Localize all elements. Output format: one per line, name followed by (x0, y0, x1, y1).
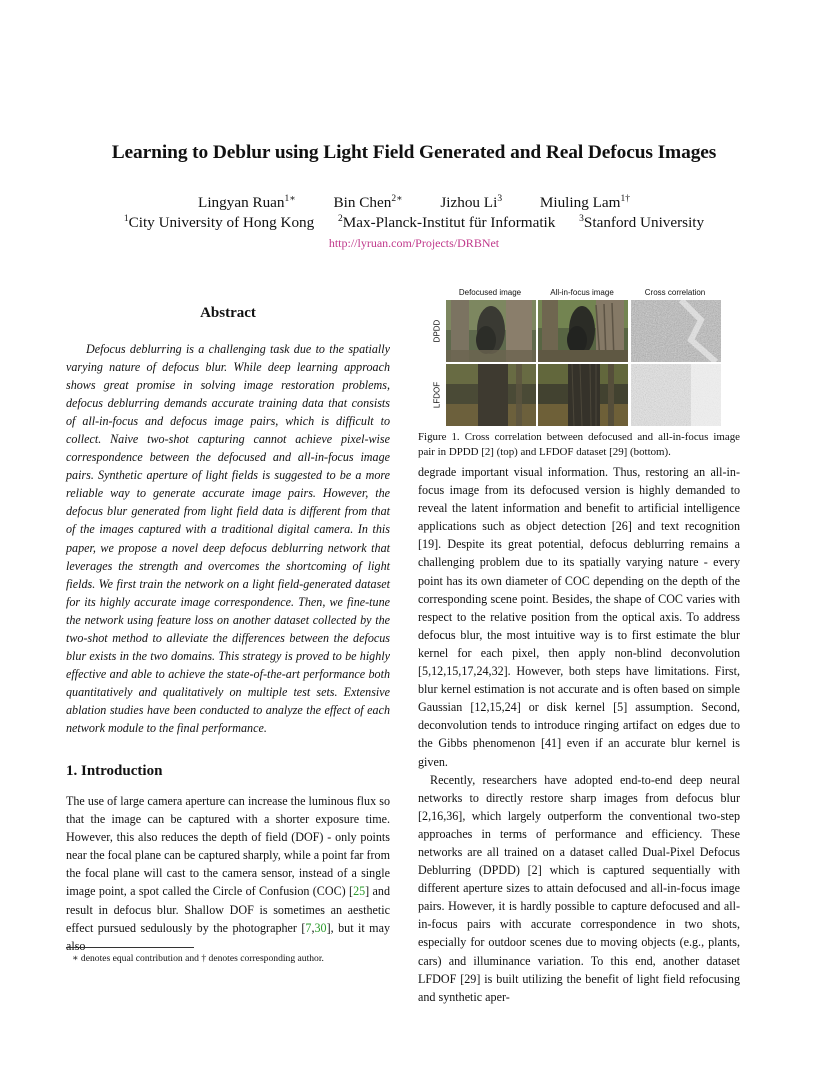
figure-caption: Figure 1. Cross correlation between defocused and all-in-focus image pair in DPDD [2] (top) and LFDOF dataset [29] (bottom). (418, 431, 740, 459)
dpdd-defocused-image (446, 300, 536, 362)
abstract-heading: Abstract (200, 305, 256, 321)
paragraph: degrade important visual information. Thus, restoring an all-in-focus image from its defocused version is highly demanded to reveal the latent information and benefit to artificial intelligence applications such as object detection [26] and text recognition [19]. Despite its great potential, defocus deblurring remains a challenging problem due to its spatially varying nature - every point has its own diameter of COC depending on the depth of the corresponding scene point. Besides, the shape of COC varies with respect to the relative position from the optical axis. To address defocus blur, the most intuitive way is to first estimate the blur kernel for each pixel, then apply non-blind deconvolution [5,12,15,17,24,32]. However, both steps have limitations. First, blur kernel estimation is not accurate and is often based on simple Gaussian [12,15,24] or disk kernel [5] assumption. Second, deconvolution tends to introduce ringing artifact on edges due to the Gibbs phenomenon [41] even if an accurate blur kernel is given. (418, 465, 740, 769)
row-label-lfdof: LFDOF (432, 381, 442, 409)
citation-link[interactable]: 25 (353, 884, 366, 899)
citation-link[interactable]: 30 (314, 920, 327, 935)
affiliation: $^3$Stanford University (579, 213, 705, 231)
author: Lingyan Ruan$^{1∗}$ (198, 193, 296, 211)
intro-paragraph: The use of large camera aperture can increase the luminous flux so that the image can be captured with a shorter exposure time. However, this also reduces the depth of field (DOF) - only points near the focal plane can be captured sharply, while a point far from the focal plane will cast to the camera sensor, instead of a single image point, a spot called the Circle of Confusion (COC) [25] and result in defocus blur. Shallow DOF is sometimes an aesthetic effect pursued sedulously by the photographer [7,30], but it may also (66, 794, 390, 953)
paragraph: Recently, researchers have adopted end-to-end deep neural networks to directly restore sharp images from defocus blur [2,16,36], which largely outperform the conventional two-step approaches in terms of performance and efficiency. These networks are all trained on a dataset called Dual-Pixel Defocus Deblurring (DPDD) [2] which is captured sequentially with different aperture sizes to attain defocused and all-in-focus image pairs. However, it is hardly possible to capture defocused and all-in-focus pairs with accurate correspondence in two shots, especially for outdoor scenes due to moving objects (e.g., plants, cars) and illuminance variation. To this end, another dataset LFDOF [29] is built utilizing the benefit of light field refocusing and synthetic aper- (418, 772, 740, 1004)
paper-title: Learning to Deblur using Light Field Generated and Real Defocus Images (111, 142, 717, 163)
abstract-text: Defocus deblurring is a challenging task due to the spatially varying nature of defocus blur. While deep learning approach shows great promise in solving image restoration problems, defocus deblurring demands accurate training data that consists of all-in-focus and defocus image pairs, which is difficult to collect. Naive two-shot capturing cannot achieve pixel-wise correspondence between the defocused and all-in-focus image pairs. Synthetic aperture of light fields is suggested to be a more reliable way to generate accurate image pairs. However, the defocus blur generated from light field data is different from that of the images captured with a traditional digital camera. In this paper, we propose a novel deep defocus deblurring network that leverages the strength and overcomes the shortcoming of light fields. We first train the network on a light field-generated dataset for its highly accurate image correspondence. Then, we fine-tune the network using feature loss on another dataset collected by the two-shot method to alleviate the differences between the defocus blur exists in the two domains. This strategy is proved to be highly effective and able to achieve the state-of-the-art performance both quantitatively and qualitatively on multiple test sets. Extensive ablation studies have been conducted to analyze the effect of each network module to the final performance. (66, 342, 390, 735)
affiliation: $^1$City University of Hong Kong (123, 213, 315, 231)
figure-1 (430, 288, 738, 428)
author: Jizhou Li$^3$ (440, 193, 503, 211)
author-list (0, 194, 828, 212)
dpdd-cross-correlation-map (631, 300, 721, 362)
column-header-all-in-focus: All-in-focus image (550, 288, 614, 297)
citation-link[interactable]: 7 (305, 920, 312, 935)
row-label-dpdd: DPDD (432, 319, 442, 343)
lfdof-cross-correlation-map (631, 364, 721, 426)
footnote: ∗ denotes equal contribution and † denotes corresponding author. (72, 953, 324, 964)
footnote-divider (66, 947, 194, 948)
author: Miuling Lam$^{1\dagger}$ (539, 193, 630, 211)
affiliation-list (0, 214, 828, 232)
lfdof-defocused-image (446, 364, 536, 426)
section-heading-introduction: 1. Introduction (66, 763, 163, 779)
dpdd-all-in-focus-image (538, 300, 628, 362)
author: Bin Chen$^{2∗}$ (333, 193, 403, 211)
column-header-defocused: Defocused image (458, 288, 522, 297)
lfdof-all-in-focus-image (538, 364, 628, 426)
project-url-link[interactable]: http://lyruan.com/Projects/DRBNet (328, 236, 500, 250)
column-header-cross-correlation: Cross correlation (644, 288, 706, 297)
affiliation: $^2$Max-Planck-Institut für Informatik (338, 213, 556, 231)
right-column-text (418, 463, 740, 1006)
